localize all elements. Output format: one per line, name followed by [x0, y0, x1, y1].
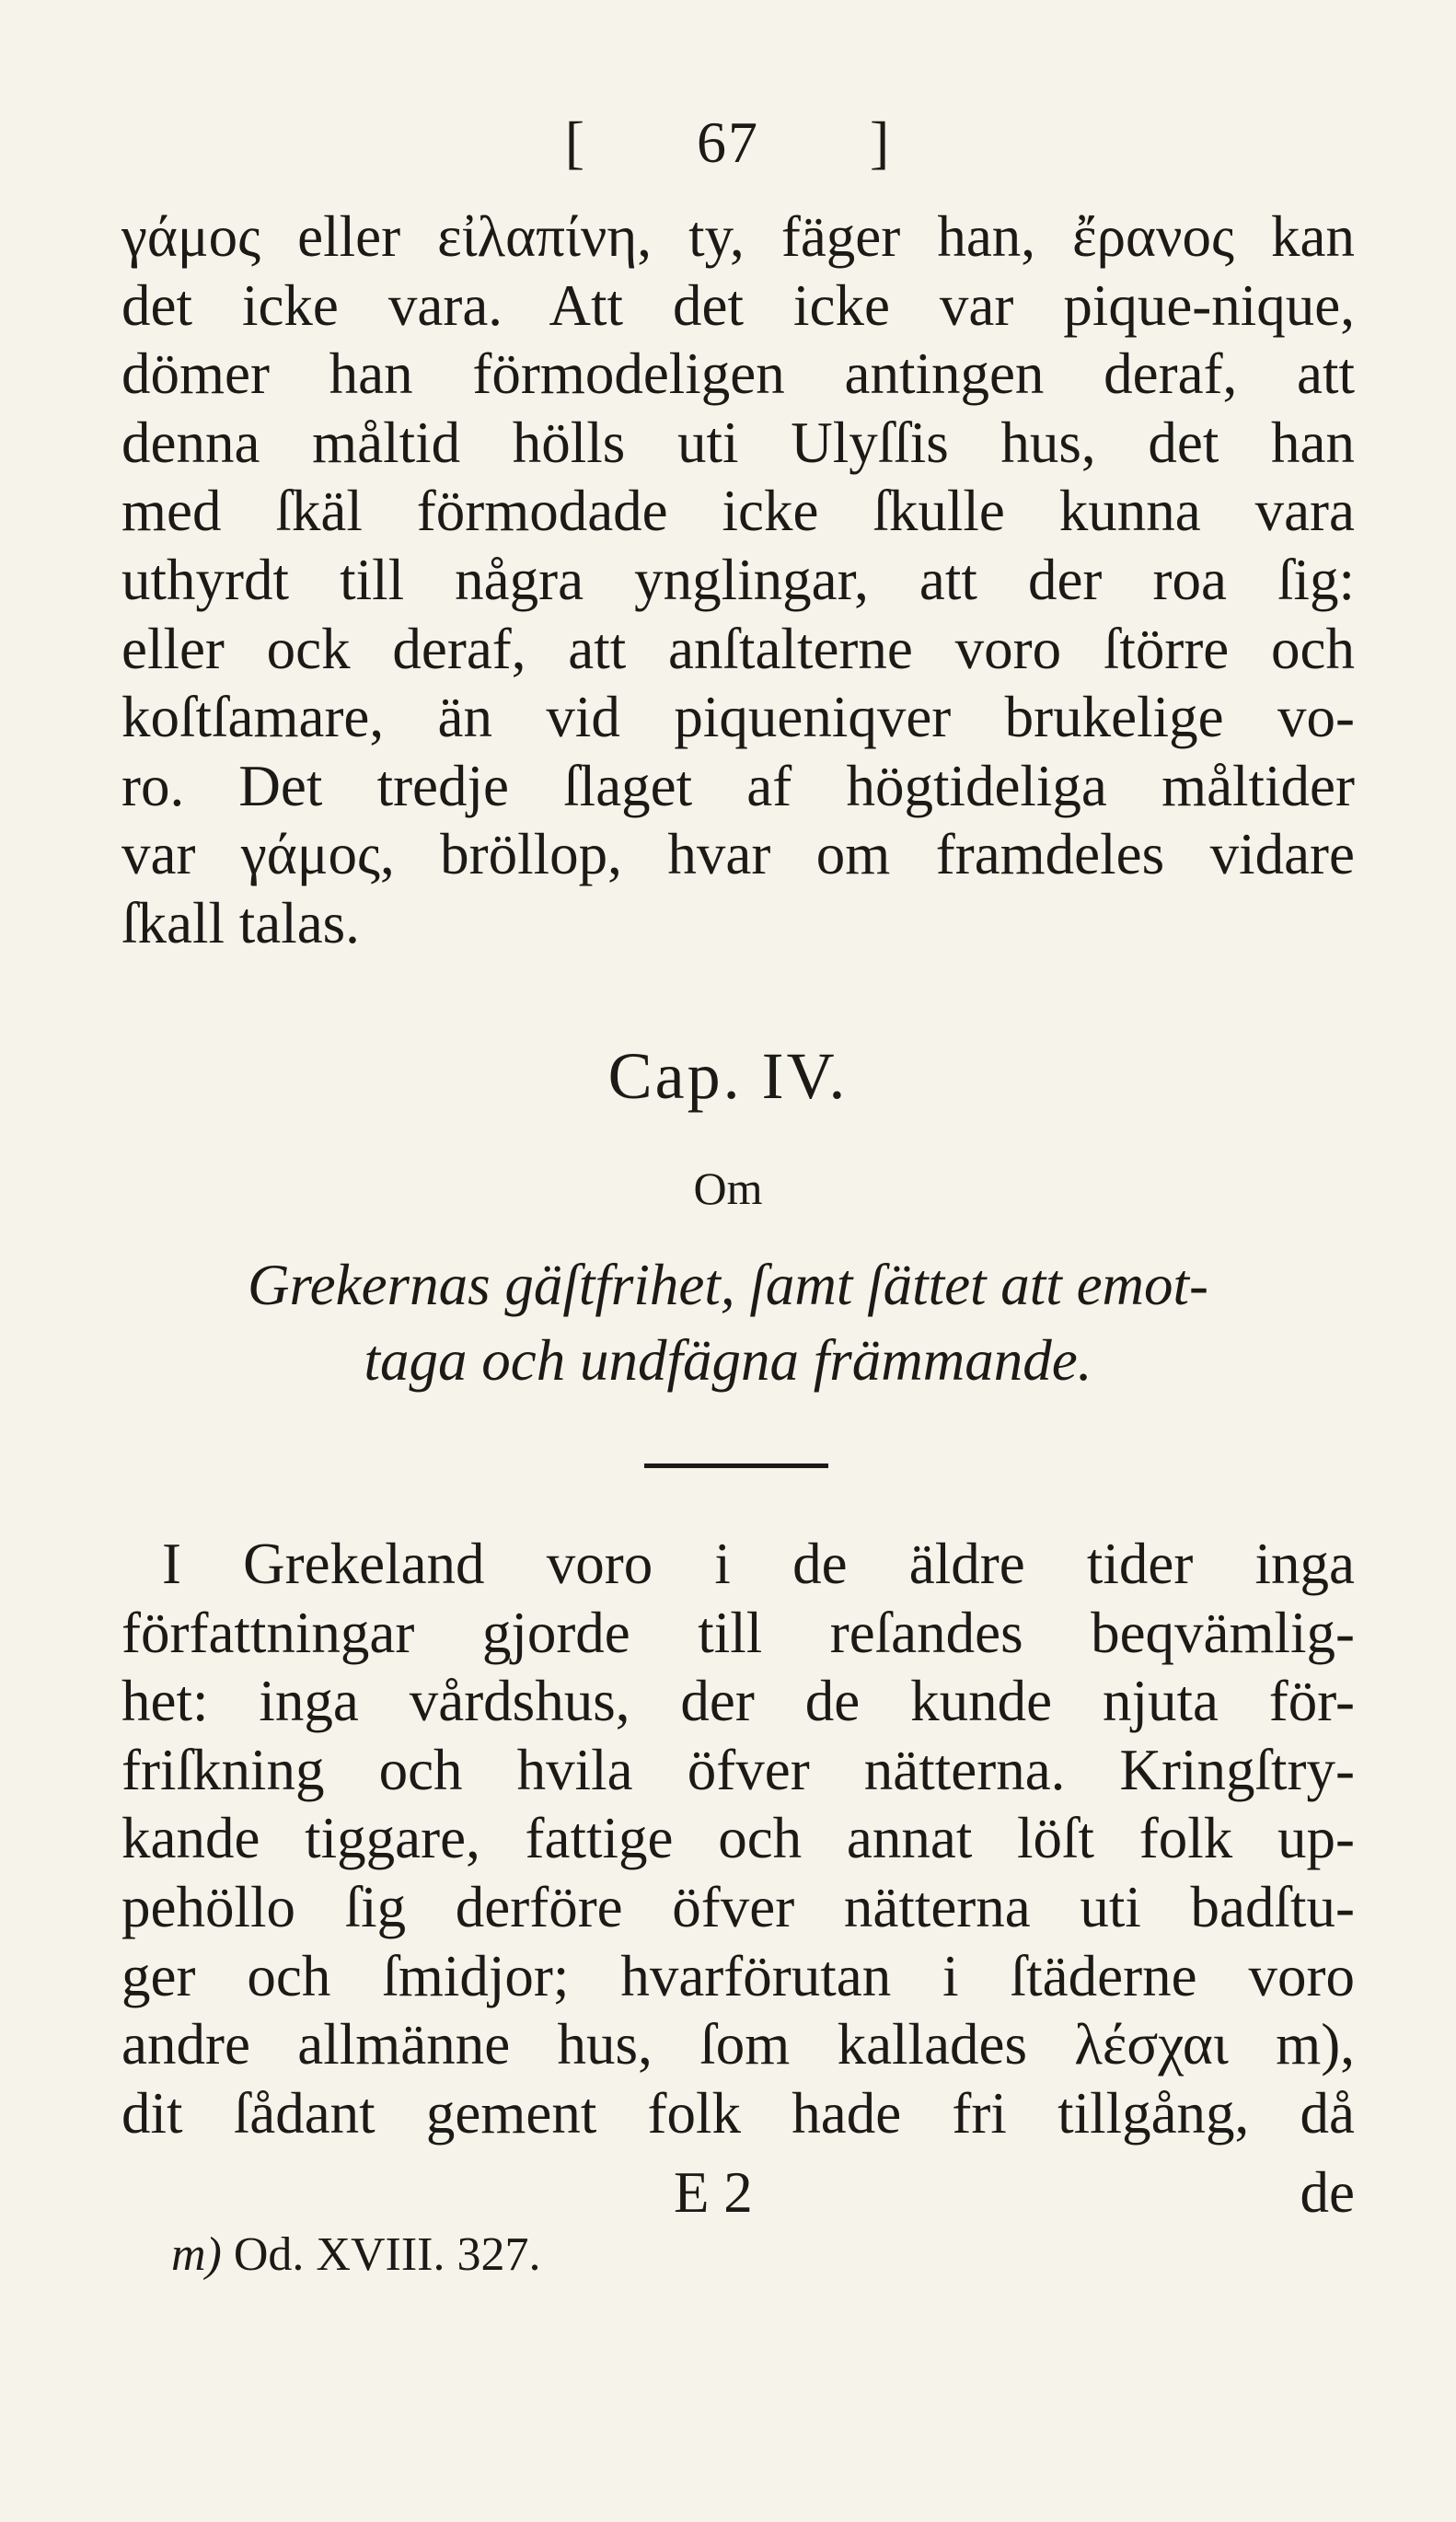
page-number: 67	[697, 110, 759, 175]
text-line: eller ock deraf, att anſtalterne voro ſtörre och	[121, 616, 1355, 681]
text-line: denna måltid hölls uti Ulyſſis hus, det han	[121, 410, 1355, 475]
signature-mark: E 2	[674, 2160, 753, 2225]
catchword: de	[1300, 2160, 1355, 2225]
chapter-subtitle-line: taga och undfägna främmande.	[364, 1328, 1092, 1393]
text-line: var γάμος, bröllop, hvar om framdeles vidare	[121, 822, 1355, 887]
text-line: det icke vara. Att det icke var pique-nique,	[121, 272, 1355, 338]
text-line: friſkning och hvila öfver nätterna. Kringſtry-	[121, 1737, 1355, 1802]
page-header	[0, 109, 1456, 177]
text-line: med ſkäl förmodade icke ſkulle kunna vara	[121, 479, 1355, 544]
text-line: uthyrdt till några ynglingar, att der roa ſig:	[121, 547, 1355, 612]
footnote-marker: m)	[171, 2228, 222, 2281]
text-line: ger och ſmidjor; hvarförutan i ſtäderne voro	[121, 1943, 1355, 2008]
chapter-title: Cap. IV.	[607, 1039, 849, 1113]
section-divider	[644, 1463, 828, 1468]
text-line: författningar gjorde till reſandes beqvämlig-	[121, 1600, 1355, 1665]
chapter-subtitle-line: Grekernas gäſtfrihet, ſamt ſättet att emot-	[247, 1253, 1209, 1317]
chapter-om: Om	[693, 1163, 763, 1214]
text-line: ſkall talas.	[121, 890, 360, 955]
text-line: I Grekeland voro i de äldre tider inga	[162, 1532, 1355, 1596]
footnote-text: Od. XVIII. 327.	[233, 2228, 541, 2281]
text-line: ro. Det tredje ſlaget af högtideliga måltider	[121, 753, 1355, 818]
footnote	[171, 2227, 540, 2282]
text-line: dit ſådant gement folk hade fri tillgång, då	[121, 2080, 1355, 2146]
text-line: andre allmänne hus, ſom kallades λέσχαι m),	[121, 2012, 1355, 2077]
paragraph-1	[121, 202, 1355, 958]
paragraph-2	[121, 1530, 1355, 2147]
text-line: het: inga vårdshus, der de kunde njuta för-	[121, 1669, 1355, 1734]
signature-line	[121, 2159, 1355, 2227]
text-line: dömer han förmodeligen antingen deraf, att	[121, 341, 1355, 407]
text-line: pehöllo ſig derföre öfver nätterna uti badſtu-	[121, 1874, 1355, 1939]
text-line: kande tiggare, fattige och annat löſt folk up-	[121, 1806, 1355, 1871]
text-line: koſtſamare, än vid piqueniqver brukelige vo-	[121, 685, 1355, 750]
text-line: γάμος eller εἰλαπίνη, ty, fäger han, ἔρανος kan	[121, 204, 1355, 269]
header-bracket-right: ]	[870, 110, 892, 175]
chapter-subtitle	[0, 1247, 1456, 1398]
header-bracket-left: [	[564, 110, 586, 175]
